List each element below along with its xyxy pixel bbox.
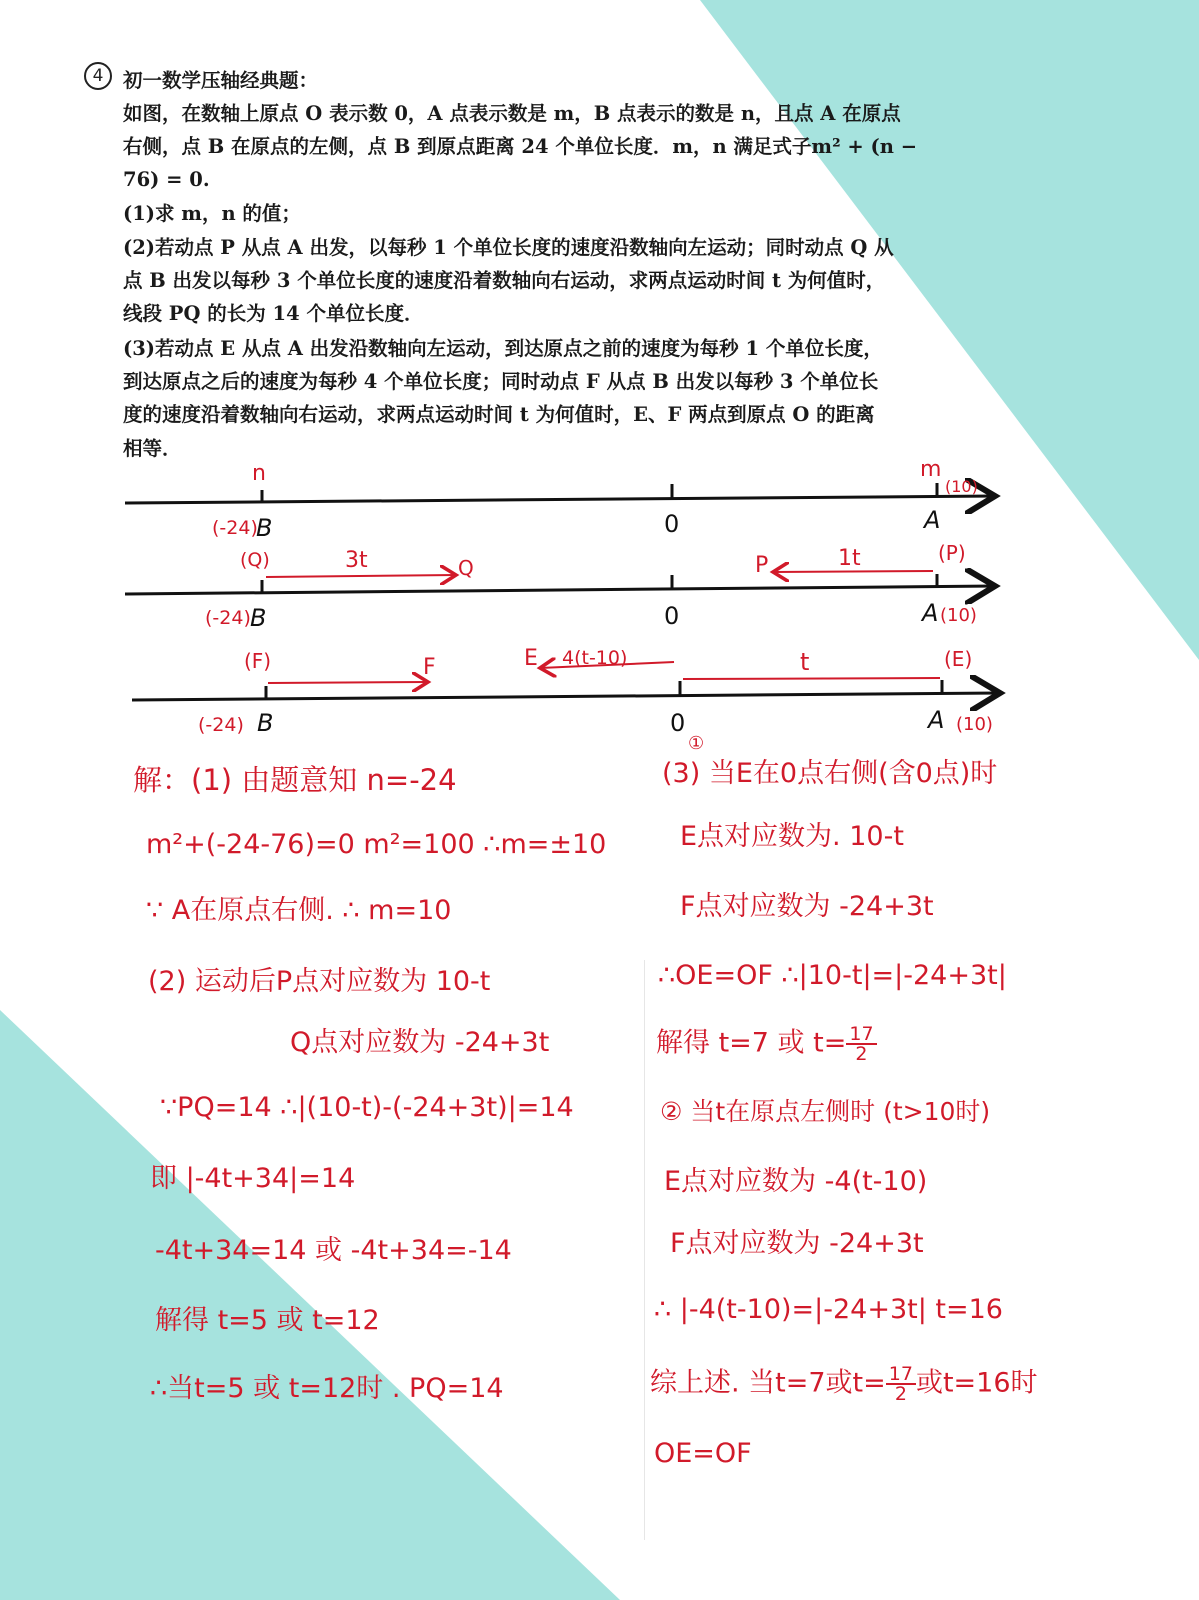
number-line-diagrams [0,458,1199,748]
label-a: A [924,506,941,534]
solution-line: -4t+34=14 或 -4t+34=-14 [155,1235,512,1266]
question-number-badge: 4 [84,62,112,90]
label-a: A [922,599,939,627]
label-e-move-right: t [800,648,810,676]
label-q-start: (Q) [240,549,270,571]
problem-line: (2)若动点 P 从点 A 出发，以每秒 1 个单位长度的速度沿数轴向左运动；同时动点 Q 从 [123,236,894,259]
problem-line: (1)求 m，n 的值； [123,202,301,225]
problem-line: 点 B 出发以每秒 3 个单位长度的速度沿着数轴向右运动，求两点运动时间 t 为何值时， [123,269,886,292]
label-b: B [257,709,274,737]
summary-prefix: 综上述. 当t=7或t= [650,1367,886,1399]
label-e-end: E [524,646,538,671]
axis-line [125,496,995,503]
summary-suffix: 或t=16时 [915,1367,1038,1399]
q-motion-arrow [266,575,456,577]
problem-title: 初一数学压轴经典题： [123,69,319,92]
label-q-end: Q [458,556,474,580]
label-m: m [920,458,942,482]
case2-equation: ∴ |-4(t-10)=|-24+3t| t=16 [654,1294,1003,1325]
case2-heading: ② 当t在原点左侧时 (t>10时) [660,1097,991,1126]
label-b: B [256,514,273,542]
problem-line: 线段 PQ 的长为 14 个单位长度． [123,302,424,325]
label-f-start: (F) [244,649,272,673]
number-line-2 [125,541,995,632]
summary [650,1365,1038,1403]
problem-line: 到达原点之后的速度为每秒 4 个单位长度；同时动点 F 从点 B 出发以每秒 3 个单位长 [123,370,879,393]
problem-line: (3)若动点 E 从点 A 出发沿数轴向左运动，到达原点之前的速度为每秒 1 个单位长度， [123,337,883,360]
label-b-value: (-24) [198,714,244,736]
problem-line: 右侧，点 B 在原点的左侧，点 B 到原点距离 24 个单位长度．m，n 满足式子m² + (n − [123,135,918,158]
column-divider [644,960,645,1540]
label-a-value: (10) [956,714,993,735]
label-e-move-left: 4(t-10) [562,647,628,669]
number-line-1 [125,458,995,542]
label-m-value: (10) [945,477,978,496]
fraction: $\frac{17}{2}$ [846,1025,876,1063]
label-p-end: P [755,553,769,578]
label-b-value: (-24) [212,517,258,539]
case1-f-position: F点对应数为 -24+3t [680,891,934,922]
label-origin: 0 [664,510,680,538]
case1-e-position: E点对应数为. 10-t [680,821,904,852]
label-origin: 0 [670,709,686,737]
problem-statement [0,0,1199,470]
problem-line: 相等． [123,437,182,460]
label-b-value: (-24) [205,607,251,629]
problem-line: 76) = 0. [123,168,210,191]
axis-line [125,586,995,594]
label-a-value: (10) [940,605,977,626]
solution-line: 解：(1) 由题意知 n=-24 [133,763,457,797]
label-p-move: 1t [838,546,861,571]
label-e-start: (E) [944,647,973,671]
axis-line [132,693,1000,700]
case1-heading: (3) 当E在0点右侧(含0点)时 [662,758,998,789]
p-motion-arrow [773,571,933,572]
fraction: $\frac{17}{2}$ [886,1365,916,1403]
problem-line: 如图，在数轴上原点 O 表示数 0，A 点表示数是 m，B 点表示的数是 n，且点 A 在原点 [123,102,901,125]
solution-line: ∵ A在原点右侧. ∴ m=10 [146,895,452,926]
label-n: n [252,461,266,486]
solution-line: ∴当t=5 或 t=12时 . PQ=14 [150,1373,504,1404]
label-p-start: (P) [938,541,966,565]
case2-f-position: F点对应数为 -24+3t [670,1228,924,1259]
label-b: B [250,604,267,632]
f-motion-arrow [268,682,428,683]
label-f-end: F [423,655,436,680]
label-origin: 0 [664,602,680,630]
case1-marker: ① [688,733,705,754]
e-motion-right-segment [683,678,940,679]
case2-e-position: E点对应数为 -4(t-10) [664,1166,928,1197]
case1-solution-prefix: 解得 t=7 或 t= [656,1027,847,1059]
number-line-3 [132,646,1000,737]
case1-solution [656,1025,877,1063]
solution-line: (2) 运动后P点对应数为 10-t [148,966,491,997]
problem-line: 度的速度沿着数轴向右运动，求两点运动时间 t 为何值时，E、F 两点到原点 O 的距离 [123,403,875,426]
case1-equation: ∴OE=OF ∴|10-t|=|-24+3t| [658,960,1007,991]
label-a: A [928,706,945,734]
solution-line: ∵PQ=14 ∴|(10-t)-(-24+3t)|=14 [160,1092,574,1123]
solution-line: m²+(-24-76)=0 m²=100 ∴m=±10 [146,829,607,860]
solution-line: 解得 t=5 或 t=12 [155,1305,380,1336]
solution-line: 即 |-4t+34|=14 [150,1163,356,1194]
solution-line: Q点对应数为 -24+3t [290,1027,550,1058]
label-q-move: 3t [345,548,368,573]
summary-conclusion: OE=OF [654,1438,752,1469]
